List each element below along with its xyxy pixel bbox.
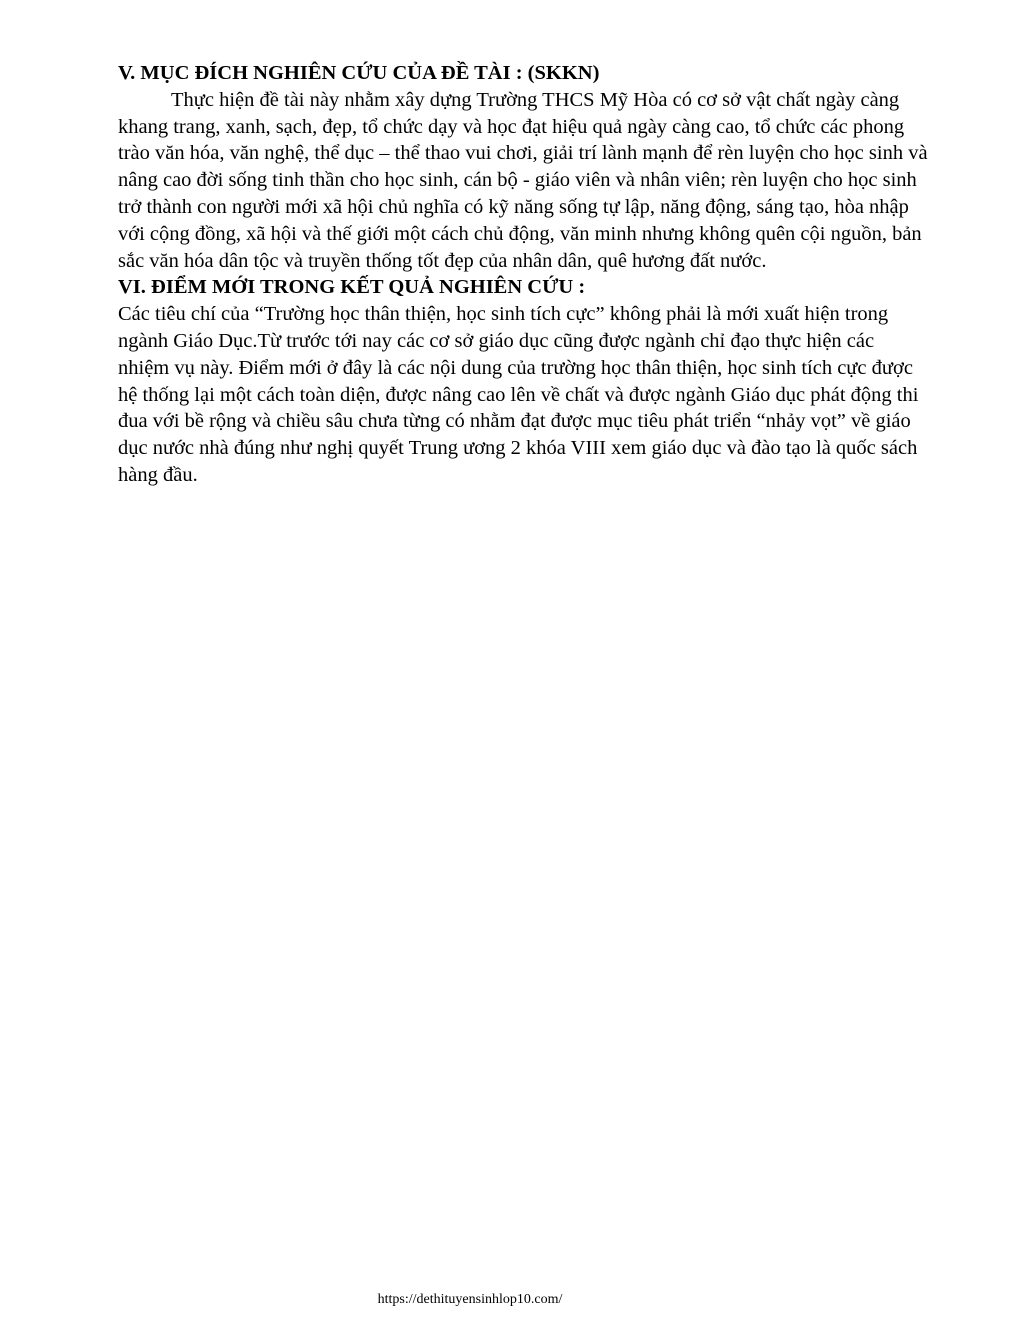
section-v-paragraph: Thực hiện đề tài này nhằm xây dựng Trường THCS Mỹ Hòa có cơ sở vật chất ngày càng khang trang, xanh, sạch, đẹp, tổ chức dạy và học đạt hiệu quả ngày càng cao, tổ chức các phong trào văn hóa, văn nghệ, thể dục – thể thao vui chơi, giải trí lành mạnh để rèn luyện cho học sinh và nâng cao đời sống tinh thần cho học sinh, cán bộ - giáo viên và nhân viên; rèn luyện cho học sinh trở thành con người mới xã hội chủ nghĩa có kỹ năng sống tự lập, năng động, sáng tạo, hòa nhập với cộng đồng, xã hội và thế giới một cách chủ động, văn minh nhưng không quên cội nguồn, bản sắc văn hóa dân tộc và truyền thống tốt đẹp của nhân dân, quê hương đất nước.: [118, 88, 928, 272]
section-vi-paragraph: Các tiêu chí của “Trường học thân thiện, học sinh tích cực” không phải là mới xuất hiện trong ngành Giáo Dục.Từ trước tới nay các cơ sở giáo dục cũng được ngành chỉ đạo thực hiện các nhiệm vụ này. Điểm mới ở đây là các nội dung của trường học thân thiện, học sinh tích cực được hệ thống lại một cách toàn diện, được nâng cao lên về chất và được ngành Giáo dục phát động thi đua với bề rộng và chiều sâu chưa từng có nhằm đạt được mục tiêu phát triển “nhảy vọt” về giáo dục nước nhà đúng như nghị quyết Trung ương 2 khóa VIII xem giáo dục và đào tạo là quốc sách hàng đầu.: [118, 303, 919, 486]
footer-url: https://dethituyensinhlop10.com/: [377, 1292, 563, 1307]
document-body: [118, 60, 930, 489]
section-v-heading: V. MỤC ĐÍCH NGHIÊN CỨU CỦA ĐỀ TÀI : (SKKN): [118, 62, 600, 84]
section-vi-heading: VI. ĐIỂM MỚI TRONG KẾT QUẢ NGHIÊN CỨU :: [118, 276, 586, 299]
